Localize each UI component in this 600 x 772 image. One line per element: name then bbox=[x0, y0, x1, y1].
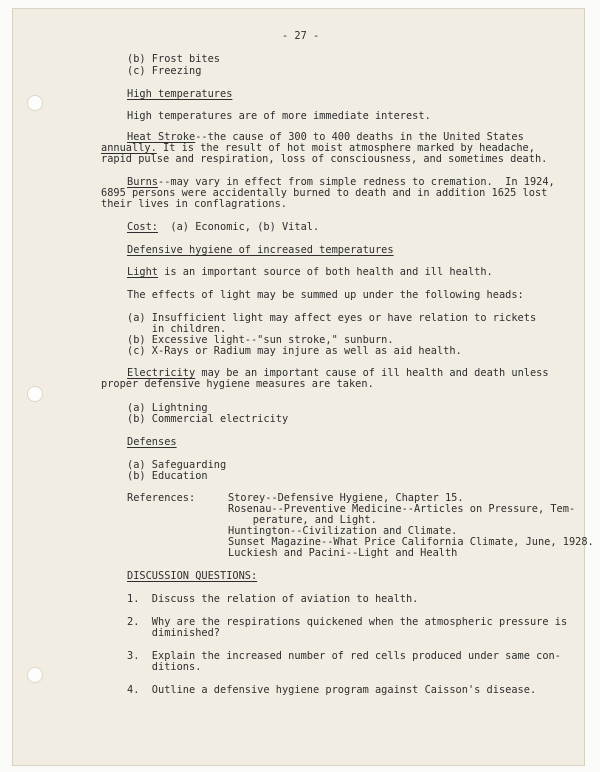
text: may be an important cause of ill health and death unless bbox=[195, 367, 549, 379]
reference-item: Rosenau--Preventive Medicine--Articles on Pressure, Tem- bbox=[228, 503, 576, 515]
reference-item: Storey--Defensive Hygiene, Chapter 15. bbox=[228, 492, 464, 504]
text: --may vary in effect from simple redness to cremation. In 1924, bbox=[158, 176, 555, 188]
term: Heat Stroke bbox=[127, 131, 196, 143]
section-heading: Defensive hygiene of increased temperatures bbox=[127, 244, 394, 256]
term: Burns bbox=[127, 176, 158, 188]
punch-hole-top bbox=[27, 95, 43, 111]
list-item: (b) Commercial electricity bbox=[127, 413, 289, 425]
term: Cost: bbox=[127, 221, 158, 233]
list-item: (a) Safeguarding bbox=[127, 459, 227, 471]
term: Electricity bbox=[127, 367, 196, 379]
list-item: (a) Insufficient light may affect eyes or have relation to rickets bbox=[127, 312, 537, 324]
text: --the cause of 300 to 400 deaths in the United States bbox=[195, 131, 524, 143]
list-item: (b) Excessive light--"sun stroke," sunburn. bbox=[127, 334, 394, 346]
text: is an important source of both health and ill health. bbox=[158, 266, 493, 278]
list-item: (b) Education bbox=[127, 470, 208, 482]
list-item: in children. bbox=[127, 323, 227, 335]
question-item: 1. Discuss the relation of aviation to health. bbox=[127, 593, 419, 605]
list-item: (c) X-Rays or Radium may injure as well as aid health. bbox=[127, 345, 462, 357]
text: annually. bbox=[101, 142, 157, 154]
list-item: (a) Lightning bbox=[127, 402, 208, 414]
paragraph-line: proper defensive hygiene measures are taken. bbox=[101, 378, 374, 390]
reference-item: perature, and Light. bbox=[228, 514, 377, 526]
term: Light bbox=[127, 266, 158, 278]
reference-item: Huntington--Civilization and Climate. bbox=[228, 525, 458, 537]
text: (a) Economic, (b) Vital. bbox=[158, 221, 320, 233]
paragraph-line: rapid pulse and respiration, loss of consciousness, and sometimes death. bbox=[101, 153, 548, 165]
question-item: 4. Outline a defensive hygiene program against Caisson's disease. bbox=[127, 684, 537, 696]
paragraph-line: their lives in conflagrations. bbox=[101, 198, 287, 210]
list-item: (c) Freezing bbox=[127, 65, 202, 77]
paragraph: The effects of light may be summed up under the following heads: bbox=[127, 289, 524, 301]
question-item: 3. Explain the increased number of red cells produced under same con- bbox=[127, 650, 561, 662]
list-item: (b) Frost bites bbox=[127, 53, 220, 65]
page-number: - 27 - bbox=[282, 30, 320, 42]
punch-hole-bottom bbox=[27, 667, 43, 683]
paragraph: High temperatures are of more immediate interest. bbox=[127, 110, 431, 122]
paragraph bbox=[127, 267, 493, 278]
question-item: 2. Why are the respirations quickened when the atmospheric pressure is bbox=[127, 616, 568, 628]
section-heading: DISCUSSION QUESTIONS: bbox=[127, 570, 258, 582]
reference-item: Luckiesh and Pacini--Light and Health bbox=[228, 547, 458, 559]
text: It is the result of hot moist atmosphere marked by headache, bbox=[156, 142, 535, 154]
question-item: ditions. bbox=[127, 661, 202, 673]
question-item: diminished? bbox=[127, 627, 220, 639]
reference-item: Sunset Magazine--What Price California Climate, June, 1928. bbox=[228, 536, 594, 548]
references-label: References: bbox=[127, 492, 196, 504]
paragraph bbox=[127, 222, 319, 233]
section-heading: High temperatures bbox=[127, 88, 233, 100]
paragraph-line: 6895 persons were accidentally burned to death and in addition 1625 lost bbox=[101, 187, 548, 199]
punch-hole-middle bbox=[27, 386, 43, 402]
section-heading: Defenses bbox=[127, 436, 177, 448]
